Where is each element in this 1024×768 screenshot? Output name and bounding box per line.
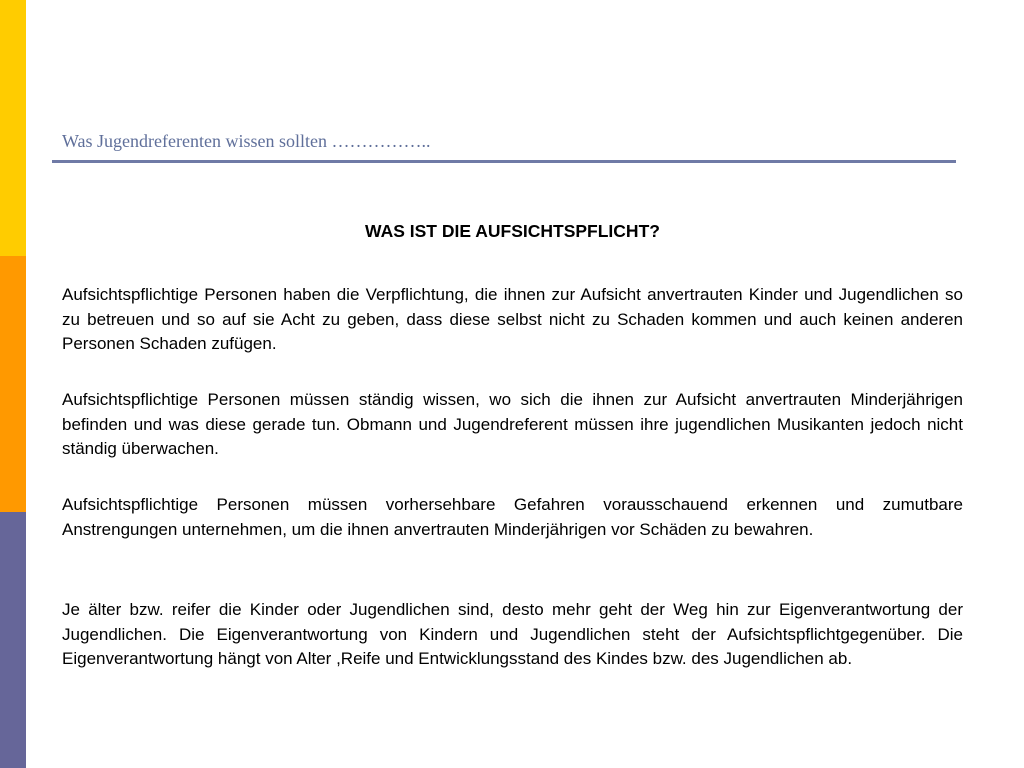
paragraph-1: Aufsichtspflichtige Personen haben die Verpflichtung, die ihnen zur Aufsicht anvertrauten Kinder und Jugendlichen so zu betreuen und so auf sie Acht zu geben, dass diese selbst nicht zu Schaden kommen und auch keinen anderen Personen Schaden zufügen. — [62, 285, 963, 353]
header-divider — [52, 160, 956, 163]
side-bar-yellow-segment — [0, 0, 26, 256]
slide-header-title: Was Jugendreferenten wissen sollten …………….. — [62, 131, 431, 151]
side-bar-orange-segment — [0, 256, 26, 512]
paragraph-4: Je älter bzw. reifer die Kinder oder Jugendlichen sind, desto mehr geht der Weg hin zur Eigenverantwortung der Jugendlichen. Die Eigenverantwortung von Kindern und Jugendlichen steht der Aufsichtspflichtgegenüber. Die Eigenverantwortung hängt von Alter ,Reife und Entwicklungsstand des Kindes bzw. des Jugendlichen ab. — [62, 600, 963, 668]
section-heading: WAS IST DIE AUFSICHTSPFLICHT? — [365, 221, 660, 241]
paragraph-3: Aufsichtspflichtige Personen müssen vorhersehbare Gefahren vorausschauend erkennen und zumutbare Anstrengungen unternehmen, um die ihnen anvertrauten Minderjährigen vor Schäden zu bewahren. — [62, 495, 963, 539]
paragraph-2: Aufsichtspflichtige Personen müssen ständig wissen, wo sich die ihnen zur Aufsicht anvertrauten Minderjährigen befinden und was diese gerade tun. Obmann und Jugendreferent müssen ihre jugendlichen Musikanten jedoch nicht ständig überwachen. — [62, 390, 963, 458]
side-color-bar — [0, 0, 26, 768]
side-bar-purple-segment — [0, 512, 26, 768]
